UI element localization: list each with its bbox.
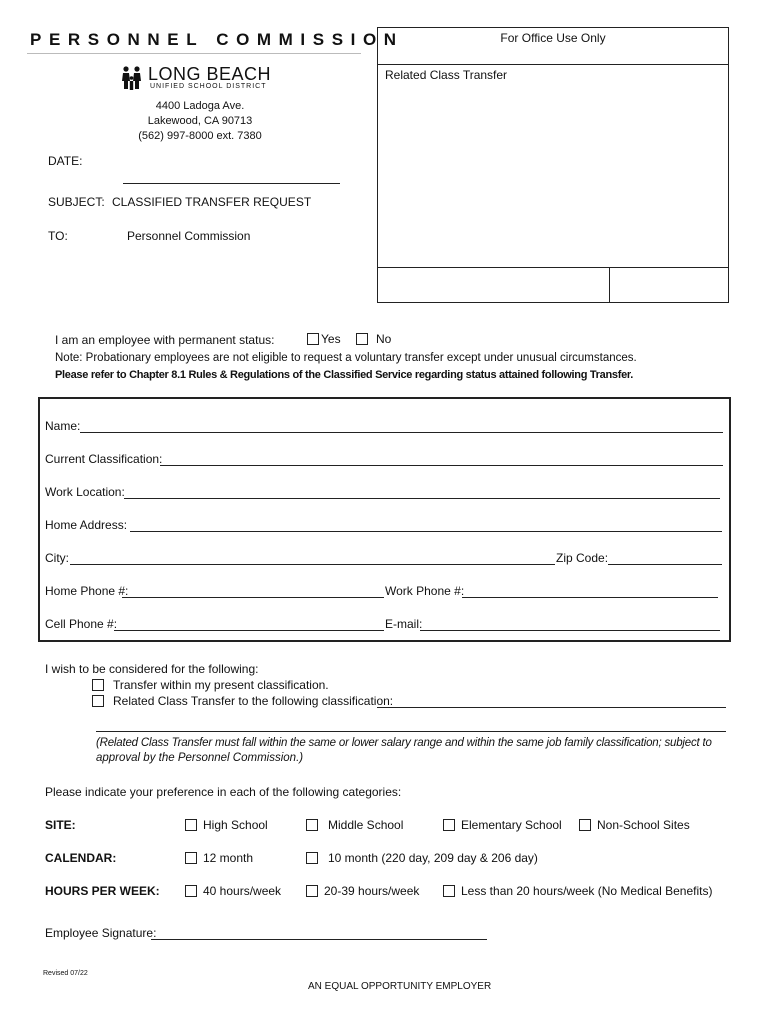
no-checkbox[interactable]	[356, 333, 368, 345]
name-input-line[interactable]	[80, 432, 723, 433]
no-label: No	[376, 332, 392, 346]
city-input-line[interactable]	[70, 564, 555, 565]
transfer-within-classification-checkbox[interactable]	[92, 679, 104, 691]
site-label: SITE:	[45, 818, 76, 832]
city-label: City:	[45, 551, 69, 565]
address-line-1: 4400 Ladoga Ave.	[155, 100, 245, 112]
work-location-input-line[interactable]	[124, 498, 720, 499]
district-address	[85, 99, 315, 144]
date-input-line[interactable]	[123, 183, 340, 184]
district-phone: (562) 997-8000 ext. 7380	[138, 130, 262, 142]
chapter-reference-note: Please refer to Chapter 8.1 Rules & Regulations of the Classified Service regarding status attained following Transfer.	[55, 369, 634, 381]
hours-40-checkbox[interactable]	[185, 885, 197, 897]
calendar-10-month-checkbox[interactable]	[306, 852, 318, 864]
calendar-label: CALENDAR:	[45, 851, 117, 865]
hours-20-39-label: 20-39 hours/week	[324, 884, 420, 898]
office-box-vertical-divider	[609, 267, 610, 302]
site-middle-school-label: Middle School	[328, 818, 404, 832]
hours-less-than-20-label: Less than 20 hours/week (No Medical Benefits)	[461, 884, 713, 898]
date-label: DATE:	[48, 154, 83, 168]
subject-label: SUBJECT:	[48, 195, 105, 209]
calendar-10-month-label: 10 month (220 day, 209 day & 206 day)	[328, 851, 538, 865]
related-class-transfer-option-label: Related Class Transfer to the following classification:	[113, 694, 394, 708]
probationary-note: Note: Probationary employees are not eligible to request a voluntary transfer except under unusual circumstances.	[55, 352, 637, 364]
home-address-label: Home Address:	[45, 518, 128, 532]
calendar-12-month-label: 12 month	[203, 851, 254, 865]
zip-code-label: Zip Code:	[556, 551, 609, 565]
yes-checkbox[interactable]	[307, 333, 319, 345]
office-box-bottom-divider	[378, 267, 728, 268]
to-label: TO:	[48, 229, 68, 243]
yes-label: Yes	[321, 332, 341, 346]
hours-20-39-checkbox[interactable]	[306, 885, 318, 897]
site-middle-school-checkbox[interactable]	[306, 819, 318, 831]
office-use-title: For Office Use Only	[500, 31, 606, 45]
site-high-school-label: High School	[203, 818, 268, 832]
hours-40-label: 40 hours/week	[203, 884, 282, 898]
work-location-label: Work Location:	[45, 485, 125, 499]
home-phone-input-line[interactable]	[122, 597, 384, 598]
subject-value: CLASSIFIED TRANSFER REQUEST	[112, 195, 312, 209]
to-value: Personnel Commission	[127, 229, 251, 243]
zip-code-input-line[interactable]	[608, 564, 722, 565]
employee-signature-label: Employee Signature:	[45, 926, 157, 940]
office-use-box	[377, 27, 729, 303]
hours-less-than-20-checkbox[interactable]	[443, 885, 455, 897]
home-address-input-line[interactable]	[130, 531, 722, 532]
commission-title: PERSONNEL COMMISSION	[30, 30, 404, 49]
title-rule	[27, 53, 361, 54]
site-elementary-school-label: Elementary School	[461, 818, 562, 832]
lbusd-logo	[120, 64, 280, 92]
address-line-2: Lakewood, CA 90713	[147, 115, 253, 127]
office-box-divider	[378, 64, 728, 65]
site-non-school-sites-label: Non-School Sites	[597, 818, 690, 832]
employee-info-box	[38, 397, 731, 642]
cell-phone-label: Cell Phone #:	[45, 617, 118, 631]
related-classification-input-line-2[interactable]	[96, 731, 726, 732]
preferences-intro: Please indicate your preference in each of the following categories:	[45, 785, 402, 799]
family-logo-icon	[120, 65, 146, 91]
consider-intro: I wish to be considered for the following:	[45, 662, 259, 676]
calendar-12-month-checkbox[interactable]	[185, 852, 197, 864]
related-transfer-note-line-1: (Related Class Transfer must fall within the same or lower salary range and within the same job family classification; subject to	[96, 737, 712, 749]
employee-signature-input-line[interactable]	[151, 939, 487, 940]
logo-text-sub: UNIFIED SCHOOL DISTRICT	[150, 83, 267, 90]
site-high-school-checkbox[interactable]	[185, 819, 197, 831]
name-label: Name:	[45, 419, 81, 433]
work-phone-input-line[interactable]	[462, 597, 718, 598]
email-label: E-mail:	[385, 617, 423, 631]
related-transfer-note-line-2: approval by the Personnel Commission.)	[96, 752, 304, 764]
current-classification-input-line[interactable]	[160, 465, 723, 466]
transfer-within-classification-label: Transfer within my present classification.	[113, 678, 329, 692]
revised-date: Revised 07/22	[43, 970, 88, 977]
related-classification-input-line[interactable]	[377, 707, 726, 708]
related-class-transfer-checkbox[interactable]	[92, 695, 104, 707]
equal-opportunity-employer: AN EQUAL OPPORTUNITY EMPLOYER	[308, 981, 492, 992]
logo-text-main: LONG BEACH	[148, 64, 272, 84]
hours-per-week-label: HOURS PER WEEK:	[45, 884, 160, 898]
site-non-school-sites-checkbox[interactable]	[579, 819, 591, 831]
site-elementary-school-checkbox[interactable]	[443, 819, 455, 831]
work-phone-label: Work Phone #:	[385, 584, 465, 598]
related-class-transfer-label: Related Class Transfer	[385, 68, 508, 82]
cell-phone-input-line[interactable]	[114, 630, 384, 631]
home-phone-label: Home Phone #:	[45, 584, 129, 598]
current-classification-label: Current Classification:	[45, 452, 163, 466]
permanent-status-question: I am an employee with permanent status:	[55, 333, 275, 347]
email-input-line[interactable]	[420, 630, 720, 631]
